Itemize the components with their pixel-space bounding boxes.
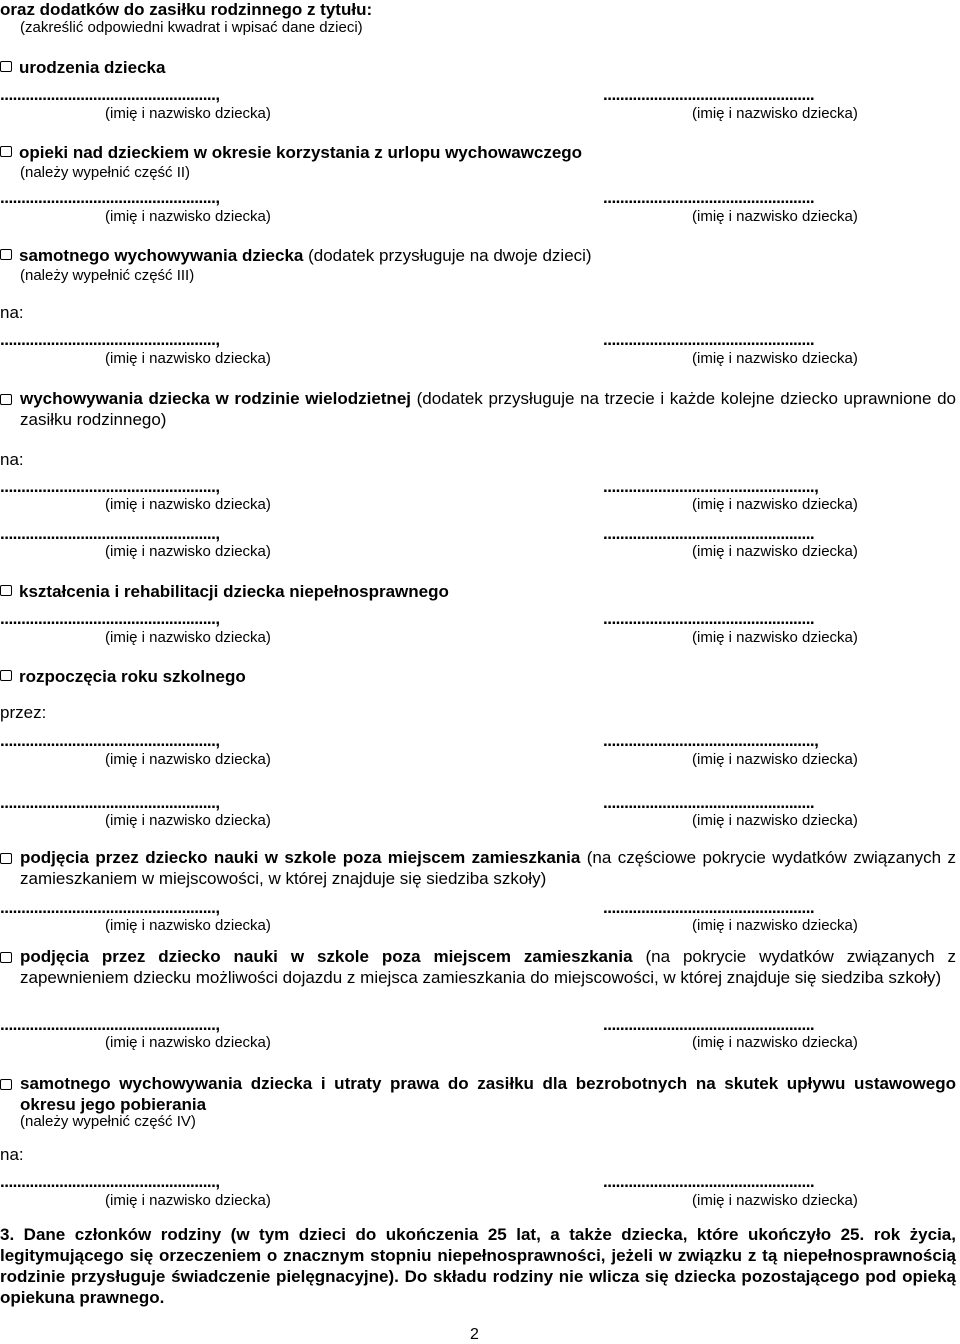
family-members-heading: 3. Dane członków rodziny (w tym dzieci do ukończenia 25 lat, a także dziecka, które ukończyło 25. rok życia, legitymującego się orzeczeniem o znacznym stopniu niepełnosprawności, jeżeli w związku z tą niepełnosprawnością rodzinie przysługuje świadczenie pielęgnacyjne). Do składu rodziny nie wlicza się dziecka pozostającego pod opieką opiekuna prawnego.	[0, 1225, 956, 1307]
option-large-family[interactable]	[20, 388, 956, 430]
field-caption: (imię i nazwisko dziecka)	[105, 543, 271, 560]
option-label: podjęcia przez dziecko nauki w szkole poza miejscem zamieszkania	[20, 947, 633, 966]
child-name-field[interactable]: ..................................................,	[603, 731, 819, 750]
option-extra: (dodatek przysługuje na trzecie i każde kolejne dziecko uprawnione do zasiłku rodzinnego)	[20, 389, 956, 429]
checkbox-icon[interactable]	[0, 952, 12, 963]
field-caption: (imię i nazwisko dziecka)	[692, 751, 858, 768]
child-name-field[interactable]: ..................................................	[603, 793, 815, 812]
field-caption: (imię i nazwisko dziecka)	[105, 629, 271, 646]
option-education-rehab[interactable]	[0, 582, 449, 602]
option-note: (należy wypełnić część II)	[20, 164, 191, 181]
field-caption: (imię i nazwisko dziecka)	[105, 751, 271, 768]
child-name-field[interactable]: ..................................................	[603, 330, 815, 349]
child-name-field[interactable]: ...................................................,	[0, 1172, 220, 1191]
option-label: samotnego wychowywania dziecka i utraty prawa do zasiłku dla bezrobotnych na skutek upływu ustawowego okresu jego pobierania	[20, 1074, 956, 1114]
field-caption: (imię i nazwisko dziecka)	[105, 350, 271, 367]
child-name-field[interactable]: ..................................................	[603, 1015, 815, 1034]
przez-label: przez:	[0, 703, 47, 722]
checkbox-icon[interactable]	[0, 61, 12, 72]
child-name-field[interactable]: ...................................................,	[0, 731, 220, 750]
option-label: rozpoczęcia roku szkolnego	[19, 667, 246, 686]
checkbox-icon[interactable]	[0, 853, 12, 864]
field-caption: (imię i nazwisko dziecka)	[692, 917, 858, 934]
field-caption: (imię i nazwisko dziecka)	[105, 917, 271, 934]
checkbox-icon[interactable]	[0, 670, 12, 681]
field-caption: (imię i nazwisko dziecka)	[105, 812, 271, 829]
field-caption: (imię i nazwisko dziecka)	[692, 543, 858, 560]
option-school-away-housing[interactable]	[20, 847, 956, 889]
field-caption: (imię i nazwisko dziecka)	[692, 105, 858, 122]
checkbox-icon[interactable]	[0, 146, 12, 157]
option-birth[interactable]	[0, 58, 165, 78]
option-label: wychowywania dziecka w rodzinie wielodzietnej	[20, 389, 411, 408]
na-label: na:	[0, 1145, 24, 1164]
na-label: na:	[0, 450, 24, 469]
field-caption: (imię i nazwisko dziecka)	[692, 1034, 858, 1051]
instruction-hint: (zakreślić odpowiedni kwadrat i wpisać dane dzieci)	[20, 19, 363, 36]
field-caption: (imię i nazwisko dziecka)	[105, 1192, 271, 1209]
checkbox-icon[interactable]	[0, 394, 12, 405]
child-name-field[interactable]: ..................................................	[603, 609, 815, 628]
checkbox-icon[interactable]	[0, 585, 12, 596]
option-childcare-leave[interactable]	[0, 143, 582, 163]
child-name-field[interactable]: ...................................................,	[0, 524, 220, 543]
page-number: 2	[470, 1326, 479, 1343]
field-caption: (imię i nazwisko dziecka)	[105, 496, 271, 513]
child-name-field[interactable]: ...................................................,	[0, 898, 220, 917]
child-name-field[interactable]: ..................................................	[603, 524, 815, 543]
option-label: kształcenia i rehabilitacji dziecka niepełnosprawnego	[19, 582, 449, 601]
field-caption: (imię i nazwisko dziecka)	[105, 1034, 271, 1051]
child-name-field[interactable]: ..................................................	[603, 898, 815, 917]
option-extra: (dodatek przysługuje na dwoje dzieci)	[308, 246, 592, 265]
option-extra: (na częściowe pokrycie wydatków związanych z zamieszkaniem w miejscowości, w której znajduje się siedziba szkoły)	[20, 848, 956, 888]
field-caption: (imię i nazwisko dziecka)	[105, 105, 271, 122]
child-name-field[interactable]: ...................................................,	[0, 609, 220, 628]
field-caption: (imię i nazwisko dziecka)	[692, 629, 858, 646]
option-note: (należy wypełnić część III)	[20, 267, 195, 284]
form-section-title: oraz dodatków do zasiłku rodzinnego z tytułu:	[0, 0, 373, 19]
option-note: (należy wypełnić część IV)	[20, 1113, 196, 1130]
field-caption: (imię i nazwisko dziecka)	[692, 350, 858, 367]
field-caption: (imię i nazwisko dziecka)	[692, 208, 858, 225]
option-label: podjęcia przez dziecko nauki w szkole poza miejscem zamieszkania	[20, 848, 581, 867]
checkbox-icon[interactable]	[0, 1079, 12, 1090]
option-school-year-start[interactable]	[0, 667, 246, 687]
option-school-away-commute[interactable]	[20, 946, 956, 988]
child-name-field[interactable]: ...................................................,	[0, 188, 220, 207]
child-name-field[interactable]: ...................................................,	[0, 1015, 220, 1034]
option-single-parenting[interactable]	[0, 246, 592, 266]
child-name-field[interactable]: ..................................................,	[603, 477, 819, 496]
option-label: urodzenia dziecka	[19, 58, 166, 77]
child-name-field[interactable]: ..................................................	[603, 188, 815, 207]
child-name-field[interactable]: ..................................................	[603, 85, 815, 104]
child-name-field[interactable]: ...................................................,	[0, 477, 220, 496]
option-label: samotnego wychowywania dziecka	[19, 246, 304, 265]
option-single-parent-unemployment[interactable]	[20, 1073, 956, 1115]
child-name-field[interactable]: ...................................................,	[0, 330, 220, 349]
field-caption: (imię i nazwisko dziecka)	[692, 496, 858, 513]
option-label: opieki nad dzieckiem w okresie korzystania z urlopu wychowawczego	[19, 143, 583, 162]
field-caption: (imię i nazwisko dziecka)	[692, 812, 858, 829]
child-name-field[interactable]: ...................................................,	[0, 85, 220, 104]
option-extra: (na pokrycie wydatków związanych z zapewnieniem dziecku możliwości dojazdu z miejsca zamieszkania do miejscowości, w której znajduje się siedziba szkoły)	[20, 947, 956, 987]
child-name-field[interactable]: ...................................................,	[0, 793, 220, 812]
checkbox-icon[interactable]	[0, 249, 12, 260]
child-name-field[interactable]: ..................................................	[603, 1172, 815, 1191]
field-caption: (imię i nazwisko dziecka)	[105, 208, 271, 225]
na-label: na:	[0, 303, 24, 322]
field-caption: (imię i nazwisko dziecka)	[692, 1192, 858, 1209]
